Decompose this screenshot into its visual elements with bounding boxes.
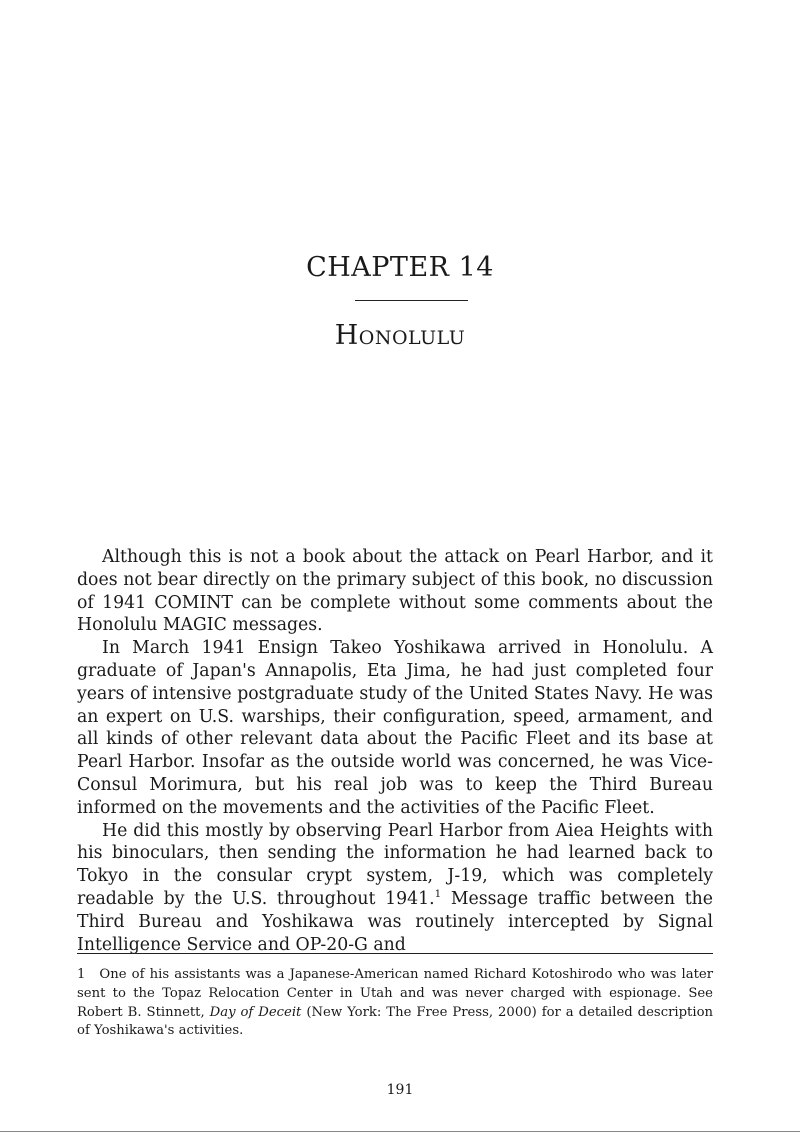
- footnote-text-end: (New York: The Free Press, 2000) for a detailed description of Yoshikawa's activities.: [77, 1004, 713, 1039]
- footnote-mark: 1: [77, 967, 86, 982]
- footnote-text: One of his assistants was a Japanese-American named Richard Kotoshirodo who was later sent to the Topaz Relocation Center in Utah and was never charged with espionage. See Robert B. Stinnett,: [77, 967, 713, 1020]
- chapter-title: Honolulu: [334, 320, 466, 351]
- chapter-number: CHAPTER 14: [306, 252, 494, 283]
- footnote-reference: 1: [434, 888, 442, 901]
- paragraph-2: In March 1941 Ensign Takeo Yoshikawa arrived in Honolulu. A graduate of Japan's Annapolis, Eta Jima, he had just completed four years of intensive postgraduate study of the United States Navy. He was an expert on U.S. warships, their configuration, speed, armament, and all kinds of other relevant data about the Pacific Fleet and its base at Pearl Harbor. Insofar as the outside world was concerned, he was Vice-Consul Morimura, but his real job was to keep the Third Bureau informed on the movements and the activities of the Pacific Fleet.: [77, 638, 713, 818]
- paragraph-3: [77, 820, 713, 957]
- footnote: [77, 966, 713, 1041]
- footnote-book-title: Day of Deceit: [209, 1004, 302, 1020]
- paragraph-3-text: He did this mostly by observing Pearl Harbor from Aiea Heights with his binoculars, then sending the information he had learned back to Tokyo in the consular crypt system, J-19, which was completely readable by the U.S. throughout 1941.: [77, 820, 713, 909]
- scan-edge-line: [0, 1131, 800, 1132]
- paragraph-3-continuation: Message traffic between the Third Bureau and Yoshikawa was routinely intercepted by Signal Intelligence Service and OP-20-G and: [77, 888, 713, 955]
- paragraph-1: Although this is not a book about the attack on Pearl Harbor, and it does not bear directly on the primary subject of this book, no discussion of 1941 COMINT can be complete without some comments about the Honolulu MAGIC messages.: [77, 547, 713, 636]
- footnote-divider: [77, 953, 713, 954]
- chapter-divider: [355, 300, 468, 301]
- page-number: 191: [386, 1082, 414, 1098]
- body-text: [77, 546, 713, 956]
